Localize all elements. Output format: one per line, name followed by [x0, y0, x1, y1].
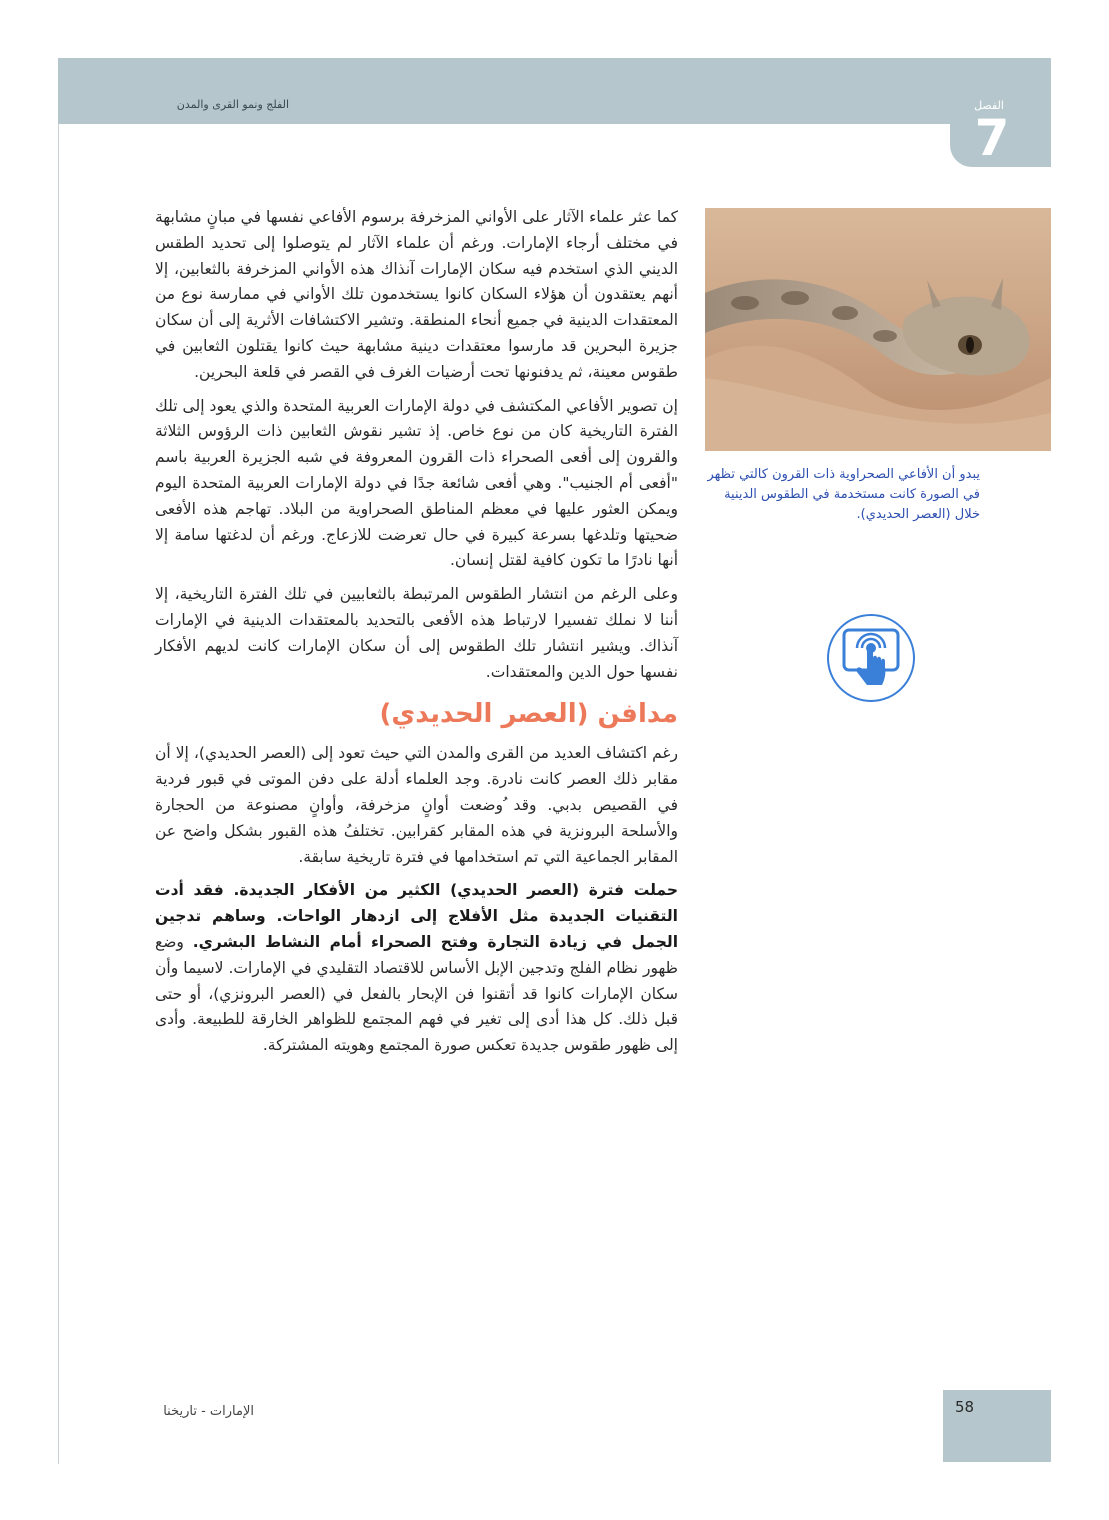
margin-line — [58, 124, 59, 1464]
paragraph-mixed — [155, 878, 678, 1059]
chapter-label: الفصل — [974, 99, 1004, 112]
paragraph: إن تصوير الأفاعي المكتشف في دولة الإمارات العربية المتحدة والذي يعود إلى تلك الفترة التاريخية كان من نوع خاص. إذ تشير نقوش الثعابين ذات الرؤوس الثلاثة والقرون إلى أفعى الصحراء ذات القرون المعروفة في شبه الجزيرة العربية باسم "أفعى أم الجنيب". وهي أفعى شائعة جدًا في دولة الإمارات العربية المتحدة اليوم ويمكن العثور عليها في معظم المناطق الصحراوية من البلاد. تهاجم هذه الأفعى ضحيتها وتلدغها بسرعة كبيرة في حال تعرضت للازعاج. ورغم أن لدغتها سامة إلا أنها نادرًا ما تكون كافية لقتل إنسان. — [155, 396, 678, 570]
header-band — [58, 58, 950, 124]
paragraph-text: وضع ظهور نظام الفلج وتدجين الإبل الأساس للاقتصاد التقليدي في الإمارات. لاسيما وأن سكان الإمارات كانوا قد أتقنوا فن الإبحار بالفعل في (العصر البرونزي)، أو حتى قبل ذلك. كل هذا أدى إلى تغير في فهم المجتمع للظواهر الخارقة للطبيعة. وأدى إلى ظهور طقوس جديدة تعكس صورة المجتمع وهويته المشتركة. — [155, 932, 678, 1055]
running-header-title: الفلج ونمو القرى والمدن — [176, 98, 289, 111]
bold-lead-text: حملت فترة (العصر الحديدي) الكثير من الأفكار الجديدة. فقد أدت التقنيات الجديدة مثل الأفلاج إلى ازدهار الواحات. وساهم تدجين الجمل في زيادة التجارة وفتح الصحراء أمام النشاط البشري. — [155, 881, 679, 951]
footer-book-title: الإمارات - تاريخنا — [163, 1404, 254, 1419]
photo-caption: يبدو أن الأفاعي الصحراوية ذات القرون كالتي تظهر في الصورة كانت مستخدمة في الطقوس الدينية خلال (العصر الحديدي). — [707, 467, 980, 522]
interactive-touch-icon[interactable] — [826, 613, 916, 703]
page-number: 58 — [955, 1398, 975, 1416]
chapter-number: 7 — [974, 109, 1010, 167]
paragraph: رغم اكتشاف العديد من القرى والمدن التي حيث تعود إلى (العصر الحديدي)، إلا أن مقابر ذلك العصر كانت نادرة. وجد العلماء أدلة على دفن الموتى في قبور فردية في القصيص بدبي. وقد ُوضعت أوانٍ مزخرفة، وأوانٍ مصنوعة من الحجارة والأسلحة البرونزية في هذه المقابر كقرابين. تختلفُ هذه القبور بشكل واضح عن المقابر الجماعية التي تم استخدامها في فترة تاريخية سابقة. — [155, 744, 678, 866]
main-text-column — [155, 205, 678, 1067]
touch-icon — [826, 613, 916, 703]
horned-viper-photo — [705, 208, 1051, 451]
section-heading: مدافن (العصر الحديدي) — [379, 699, 678, 730]
paragraph: وعلى الرغم من انتشار الطقوس المرتبطة بالثعابيين في تلك الفترة التاريخية، إلا أننا لا نملك تفسيرا لارتباط هذه الأفعى بالتحديد بالمعتقدات الدينية في الإمارات آنذاك. ويشير انتشار تلك الطقوس إلى أن سكان الإمارات كانت لديهم الأفكار نفسها حول الدين والمعتقدات. — [155, 585, 678, 681]
paragraph: كما عثر علماء الآثار على الأواني المزخرفة برسوم الأفاعي نفسها في مبانٍ مشابهة في مختلف أرجاء الإمارات. ورغم أن علماء الآثار لم يتوصلوا إلى تحديد الطقس الديني الذي استخدم فيه سكان الإمارات آنذاك هذه الأواني المزخرفة بالثعابين، إلا أنهم يعتقدون أن هؤلاء السكان كانوا يستخدمون تلك الأواني في ممارسة نوع من المعتقدات الدينية في جميع أنحاء المنطقة. وتشير الاكتشافات الأثرية إلى أن سكان جزيرة البحرين قد مارسوا معتقدات دينية مشابهة حيث كانوا يقتلون الثعابين في طقوس معينة، ثم يدفنونها تحت أرضيات الغرف في القصر في قلعة البحرين. — [155, 208, 678, 381]
viper-image — [705, 208, 1051, 451]
